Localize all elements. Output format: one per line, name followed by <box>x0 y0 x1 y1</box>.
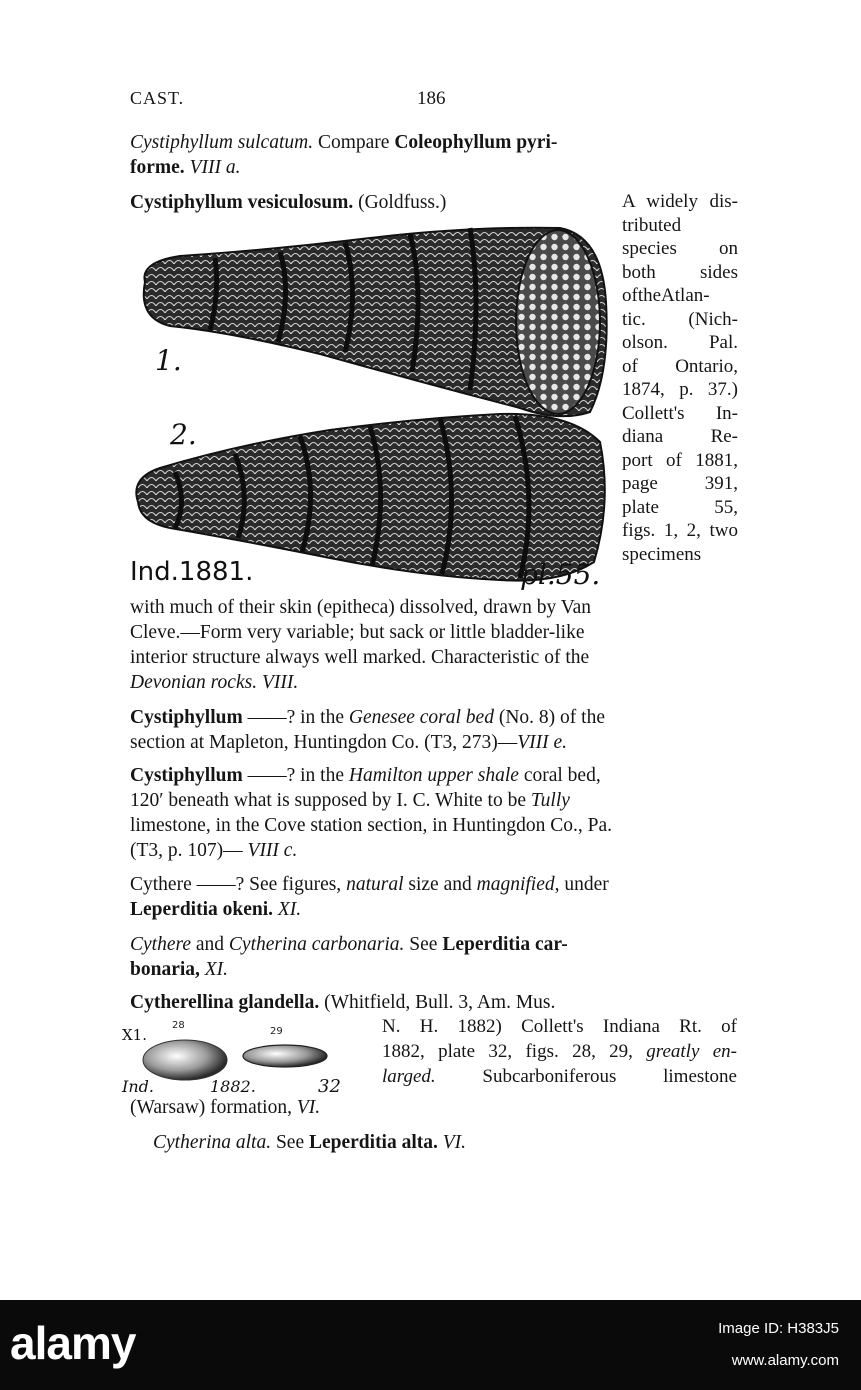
figure-label-1: 1. <box>155 344 182 377</box>
side-line: specimens <box>622 543 702 565</box>
text-run: See <box>271 1132 309 1153</box>
text-run: size and <box>403 874 477 895</box>
figure-ref-ind: Ind. <box>122 1077 154 1096</box>
side-line: plate 55, <box>622 496 738 518</box>
glandella-side-text <box>382 1014 737 1089</box>
text-run: , under <box>554 874 609 895</box>
text-run: Compare <box>313 132 395 153</box>
author: (Goldfuss.) <box>353 192 447 213</box>
taxon-name: Cytherina alta. <box>153 1132 272 1153</box>
entry-cythere-cytherina <box>130 932 735 982</box>
entry-vesiculosum-body <box>130 595 735 695</box>
side-line: both sides <box>622 261 738 283</box>
side-line: N. H. 1882) Collett's Indiana Rt. of <box>382 1016 737 1037</box>
text-run: 1882, plate 32, figs. 28, 29, <box>382 1041 633 1062</box>
specimen-2-shape <box>136 414 604 581</box>
entry-cystiphyllum-hamilton <box>130 763 735 863</box>
formation-ref: Hamilton upper shale <box>348 765 519 786</box>
text-run: (Warsaw) formation, <box>130 1097 297 1118</box>
body-line: with much of their skin (epitheca) dissolved, drawn by Van <box>130 597 592 618</box>
ostracod-illustration <box>120 1014 355 1096</box>
entry-cythere <box>130 872 735 922</box>
entry-cytherina-alta <box>153 1130 758 1155</box>
side-line: page 391, <box>622 473 738 494</box>
text-run: See <box>404 934 443 955</box>
side-line: diana Re- <box>622 426 738 447</box>
taxon-name: Cystiphyllum sulcatum. <box>130 132 314 153</box>
side-line: of Ontario, <box>622 355 738 377</box>
side-line: figs. 1, 2, two <box>622 520 738 541</box>
body-line: limestone, in the Cove station section, in Huntingdon Co., Pa. <box>130 815 613 836</box>
alamy-logo: alamy <box>10 1317 136 1369</box>
formation-ref: VIII c. <box>247 840 298 861</box>
glandella-body <box>130 1095 735 1120</box>
formation-ref: VI. <box>437 1132 467 1153</box>
entry-cystiphyllum-genesee <box>130 705 735 755</box>
figure-label-2: 2. <box>170 418 197 451</box>
side-line: Collett's In- <box>622 402 738 424</box>
formation-ref: VIII. <box>257 672 299 693</box>
figure-number-28: 28 <box>172 1020 185 1031</box>
body-line: interior structure always well marked. Characteristic of the <box>130 647 590 668</box>
text-run: Subcarboniferous limestone <box>435 1066 737 1087</box>
body-line: Cleve.—Form very variable; but sack or little bladder-like <box>130 622 585 643</box>
formation-ref: Genesee coral bed <box>348 707 494 728</box>
text-run: ——? in the <box>242 707 349 728</box>
side-line: oftheAtlan- <box>622 285 710 306</box>
formation-ref: VIII e. <box>517 732 568 753</box>
text-run: greatly en- <box>632 1041 737 1062</box>
text-run: larged. <box>382 1066 436 1087</box>
side-line: tic. (Nich- <box>622 308 738 330</box>
taxon-name: Cytherina carbonaria. <box>228 934 405 955</box>
specimen-29-shell <box>243 1045 327 1067</box>
figure-ref-left: Ind.1881. <box>130 557 254 587</box>
taxon-ref: forme. <box>130 157 185 178</box>
taxon-ref: Leperditia car- <box>442 934 568 955</box>
formation-ref: Tully <box>530 790 570 811</box>
taxon-ref: bonaria, <box>130 959 200 980</box>
formation-ref: XI. <box>199 959 229 980</box>
side-line: 1874, p. 37.) <box>622 379 738 400</box>
image-id: Image ID: H383J5 <box>718 1320 839 1337</box>
figure-ref-plate: 32 <box>318 1076 341 1096</box>
specimen-1-calyx <box>516 230 600 414</box>
text-run: (No. 8) of the <box>493 707 605 728</box>
text-run: (T3, p. 107)— <box>130 840 248 861</box>
side-line: olson. Pal. <box>622 332 738 353</box>
coral-fossil-illustration <box>120 222 615 594</box>
text-run: 120′ beneath what is supposed by I. C. White to be <box>130 790 531 811</box>
taxon-name: Cytherellina glandella. <box>130 992 320 1013</box>
text-run: section at Mapleton, Huntingdon Co. (T3, 273)— <box>130 732 518 753</box>
taxon-name: Cythere <box>130 934 192 955</box>
side-line: A widely dis- <box>622 191 738 212</box>
taxon-ref: Leperditia alta. <box>308 1132 438 1153</box>
running-head: CAST. <box>130 88 185 108</box>
text-run: coral bed, <box>518 765 601 786</box>
text-run: and <box>191 934 229 955</box>
formation-ref: VI. <box>296 1097 321 1118</box>
formation-ref: VIII a. <box>184 157 241 178</box>
figure-ref-right: pl.55. <box>520 558 601 591</box>
side-line: port of 1881, <box>622 449 738 471</box>
text-run: Cythere ——? See figures, <box>130 874 347 895</box>
taxon-name: Cystiphyllum vesiculosum. <box>130 192 354 213</box>
taxon-ref: Leperditia okeni. <box>130 899 274 920</box>
text-run: magnified <box>476 874 555 895</box>
formation-ref: Devonian rocks. <box>130 672 258 693</box>
text-run: natural <box>346 874 404 895</box>
entry-heading-glandella <box>130 990 735 1015</box>
figure-ref-year: 1882. <box>210 1077 256 1096</box>
text-run: ——? in the <box>242 765 349 786</box>
taxon-name: Cystiphyllum <box>130 707 243 728</box>
figure-number-29: 29 <box>270 1026 283 1037</box>
entry-cystiphyllum-sulcatum <box>130 130 735 180</box>
page-number: 186 <box>417 88 446 109</box>
magnification-label: X1. <box>122 1026 147 1044</box>
site-url: www.alamy.com <box>731 1352 839 1369</box>
taxon-name: Cystiphyllum <box>130 765 243 786</box>
specimen-28-shell <box>143 1040 227 1080</box>
formation-ref: XI. <box>273 899 302 920</box>
side-line: tributed <box>622 214 682 236</box>
side-line: species on <box>622 238 738 259</box>
text-run: (Whitfield, Bull. 3, Am. Mus. <box>319 992 556 1013</box>
taxon-ref: Coleophyllum pyri- <box>394 132 558 153</box>
side-column-text <box>622 190 738 566</box>
